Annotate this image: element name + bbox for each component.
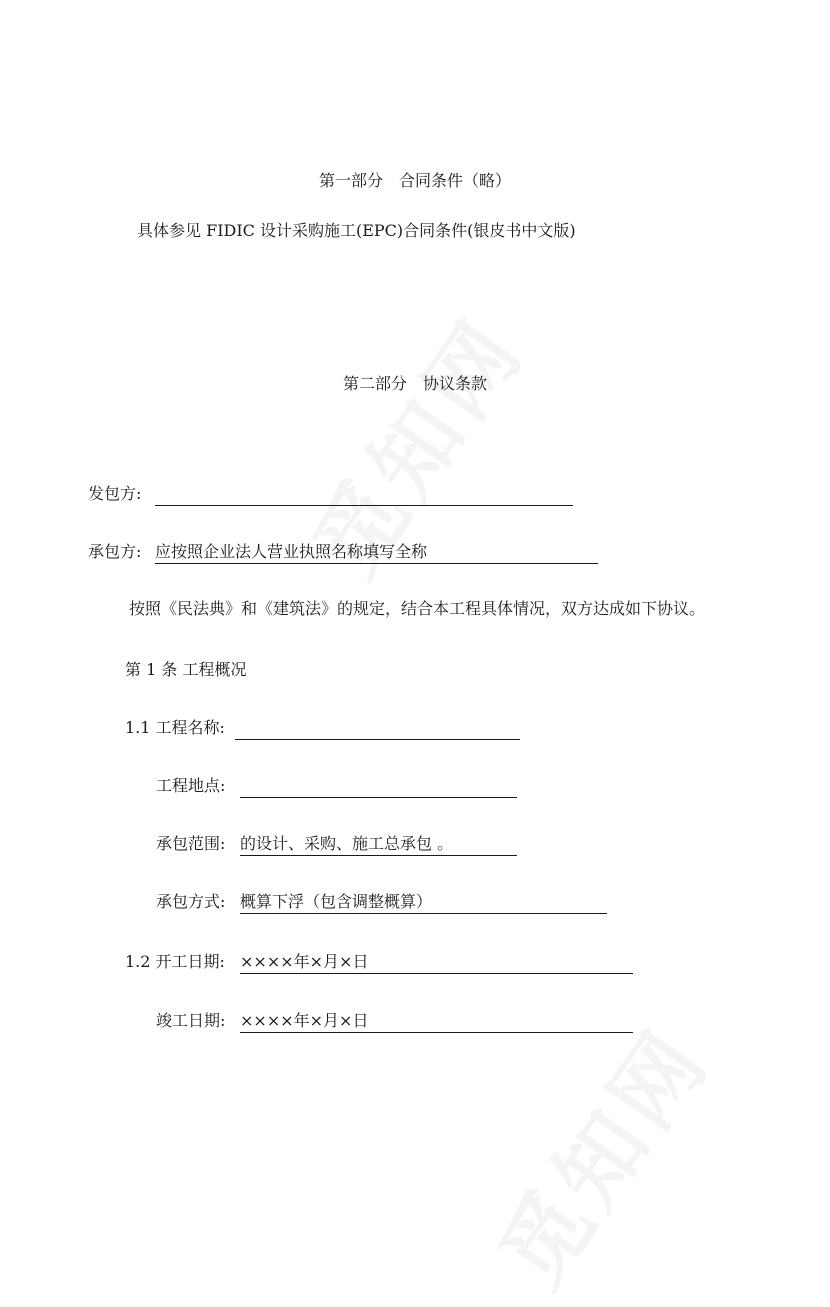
project-name-label: 1.1 工程名称:	[125, 718, 225, 737]
project-location-field[interactable]	[240, 775, 517, 798]
contract-scope-field[interactable]: 的设计、采购、施工总承包 。	[240, 833, 517, 856]
contract-mode-field[interactable]: 概算下浮（包含调整概算）	[240, 891, 607, 914]
part2-heading: 第二部分 协议条款	[342, 374, 487, 393]
employer-label: 发包方:	[88, 484, 142, 503]
part1-reference: 具体参见 FIDIC 设计采购施工(EPC)合同条件(银皮书中文版)	[137, 221, 576, 240]
start-date-field[interactable]: ××××年×月×日	[240, 951, 633, 974]
contractor-label: 承包方:	[88, 542, 142, 561]
watermark	[465, 999, 733, 1307]
end-date-label: 竣工日期:	[156, 1011, 226, 1030]
contract-mode-label: 承包方式:	[156, 892, 226, 911]
end-date-field[interactable]: ××××年×月×日	[240, 1010, 633, 1033]
intro-paragraph: 按照《民法典》和《建筑法》的规定，结合本工程具体情况，双方达成如下协议。	[129, 599, 706, 618]
employer-field[interactable]	[155, 483, 573, 506]
project-location-label: 工程地点:	[156, 776, 226, 795]
start-date-label: 1.2 开工日期:	[125, 952, 225, 971]
part1-heading: 第一部分 合同条件（略）	[318, 171, 511, 190]
contractor-field[interactable]: 应按照企业法人营业执照名称填写全称	[155, 541, 598, 564]
article1-title: 第 1 条 工程概况	[125, 660, 247, 679]
contract-scope-label: 承包范围:	[156, 834, 226, 853]
project-name-field[interactable]	[235, 717, 520, 740]
